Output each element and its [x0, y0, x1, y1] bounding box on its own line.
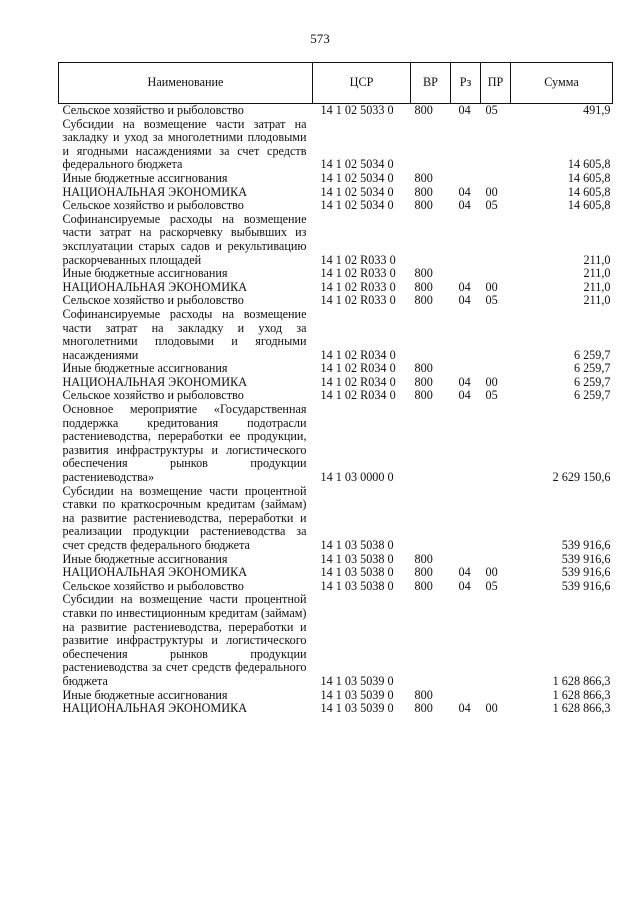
table-row [59, 267, 613, 281]
cell-vr: 800 [414, 361, 433, 376]
cell-csr: 14 1 02 R034 0 [320, 374, 396, 389]
cell-pr [481, 172, 511, 186]
cell-rz: 04 [458, 374, 471, 389]
cell-sum: 211,0 [583, 293, 611, 308]
cell-pr [481, 362, 511, 376]
cell-pr [481, 213, 511, 267]
cell-csr: 14 1 03 5038 0 [320, 538, 394, 552]
cell-sum: 211,0 [583, 279, 611, 294]
cell-rz [451, 593, 481, 688]
cell-name: Сельское хозяйство и рыболовство [62, 103, 244, 117]
cell-csr: 14 1 02 R034 0 [320, 388, 396, 403]
cell-pr [481, 593, 511, 688]
cell-csr: 14 1 02 R033 0 [320, 266, 396, 281]
cell-pr [481, 267, 511, 281]
table-row [59, 104, 613, 118]
cell-vr: 800 [414, 266, 433, 281]
cell-csr: 14 1 03 5039 0 [320, 701, 394, 716]
cell-vr: 800 [414, 293, 433, 308]
cell-name: НАЦИОНАЛЬНАЯ ЭКОНОМИКА [62, 565, 247, 580]
cell-rz: 04 [458, 578, 471, 593]
table-row [59, 566, 613, 580]
cell-sum: 211,0 [583, 266, 611, 281]
cell-sum: 1 628 866,3 [552, 687, 611, 702]
cell-pr: 00 [485, 279, 498, 294]
cell-csr: 14 1 02 R034 0 [320, 347, 396, 362]
cell-vr: 800 [414, 388, 433, 403]
cell-csr: 14 1 02 5034 0 [320, 198, 394, 213]
cell-rz [451, 485, 481, 553]
cell-pr: 00 [485, 565, 498, 580]
cell-csr: 14 1 02 R033 0 [320, 252, 396, 267]
cell-name: Иные бюджетные ассигнования [62, 361, 228, 376]
cell-rz: 04 [458, 103, 471, 117]
table-row [59, 118, 613, 172]
cell-name: Сельское хозяйство и рыболовство [62, 388, 244, 403]
cell-pr [481, 308, 511, 362]
page-number: 573 [310, 31, 330, 46]
cell-name: Иные бюджетные ассигнования [62, 266, 228, 281]
cell-sum: 6 259,7 [573, 347, 611, 362]
cell-pr: 05 [485, 388, 498, 403]
cell-sum: 1 628 866,3 [552, 673, 611, 688]
cell-vr [411, 118, 451, 172]
table-row [59, 362, 613, 376]
cell-csr: 14 1 02 R033 0 [320, 293, 396, 308]
cell-csr: 14 1 03 5039 0 [320, 687, 394, 702]
header-vr: ВР [411, 63, 451, 104]
cell-csr: 14 1 03 5039 0 [320, 673, 394, 688]
cell-vr [411, 213, 451, 267]
cell-rz: 04 [458, 701, 471, 716]
cell-name: НАЦИОНАЛЬНАЯ ЭКОНОМИКА [62, 279, 247, 294]
cell-vr: 800 [414, 279, 433, 294]
cell-pr: 00 [485, 184, 498, 199]
cell-name: Софинансируемые расходы на возмещение части затрат на раскорчевку выбывших из эксплуатации старых садов и рекультивацию раскорчеванных площадей [62, 211, 307, 267]
cell-vr: 800 [414, 687, 433, 702]
cell-sum: 6 259,7 [573, 374, 611, 389]
cell-pr [481, 485, 511, 553]
cell-csr: 14 1 03 0000 0 [320, 470, 394, 485]
cell-rz: 04 [458, 388, 471, 403]
table-row [59, 281, 613, 295]
cell-vr [411, 403, 451, 485]
cell-pr [481, 403, 511, 485]
cell-name: Иные бюджетные ассигнования [62, 687, 228, 702]
table-row [59, 186, 613, 200]
cell-sum: 491,9 [583, 103, 611, 117]
cell-sum: 6 259,7 [573, 388, 611, 403]
header-sum: Сумма [511, 63, 613, 104]
cell-rz [451, 118, 481, 172]
table-row [59, 485, 613, 553]
table-row [59, 213, 613, 267]
table-row [59, 593, 613, 688]
table-row [59, 376, 613, 390]
cell-pr [481, 553, 511, 567]
cell-name: Иные бюджетные ассигнования [62, 551, 228, 566]
budget-table [58, 62, 613, 716]
cell-vr: 800 [414, 170, 433, 185]
cell-rz [451, 553, 481, 567]
cell-csr: 14 1 02 5034 0 [320, 157, 394, 172]
cell-vr [411, 308, 451, 362]
cell-pr [481, 118, 511, 172]
header-pr: ПР [481, 63, 511, 104]
table-row [59, 580, 613, 594]
cell-csr: 14 1 03 5038 0 [320, 578, 394, 593]
cell-pr: 05 [485, 293, 498, 308]
cell-sum: 14 605,8 [567, 170, 611, 185]
cell-pr: 05 [485, 578, 498, 593]
cell-rz: 04 [458, 184, 471, 199]
cell-sum: 539 916,6 [561, 538, 611, 552]
cell-sum: 14 605,8 [567, 157, 611, 172]
cell-rz [451, 403, 481, 485]
cell-sum: 539 916,6 [561, 565, 611, 580]
table-body [59, 104, 613, 716]
table-row [59, 403, 613, 485]
cell-rz: 04 [458, 565, 471, 580]
cell-sum: 539 916,6 [561, 578, 611, 593]
cell-vr: 800 [414, 565, 433, 580]
cell-vr: 800 [414, 551, 433, 566]
cell-name: Субсидии на возмещение части затрат на закладку и уход за многолетними плодовыми и ягодными насаждениями за счет средств федерального бюджета [62, 116, 307, 172]
cell-pr: 00 [485, 701, 498, 716]
cell-sum: 211,0 [583, 252, 611, 267]
cell-vr: 800 [414, 578, 433, 593]
cell-rz [451, 213, 481, 267]
header-csr: ЦСР [313, 63, 411, 104]
cell-rz [451, 689, 481, 703]
cell-vr: 800 [414, 184, 433, 199]
header-name: Наименование [59, 63, 313, 104]
cell-rz: 04 [458, 293, 471, 308]
table-row [59, 199, 613, 213]
cell-name: Сельское хозяйство и рыболовство [62, 198, 244, 213]
cell-rz: 04 [458, 198, 471, 213]
table-header [59, 63, 613, 104]
cell-vr [411, 593, 451, 688]
cell-csr: 14 1 02 R034 0 [320, 361, 396, 376]
cell-sum: 539 916,6 [561, 551, 611, 566]
cell-sum: 6 259,7 [573, 361, 611, 376]
cell-csr: 14 1 03 5038 0 [320, 551, 394, 566]
cell-csr: 14 1 02 R033 0 [320, 279, 396, 294]
table-row [59, 308, 613, 362]
cell-pr [481, 689, 511, 703]
cell-name: Софинансируемые расходы на возмещение части затрат на закладку и уход за многолетними плодовыми и ягодными насаждениями [62, 306, 307, 362]
cell-name: НАЦИОНАЛЬНАЯ ЭКОНОМИКА [62, 701, 247, 716]
cell-sum: 14 605,8 [567, 198, 611, 213]
cell-csr: 14 1 02 5034 0 [320, 170, 394, 185]
cell-sum: 14 605,8 [567, 184, 611, 199]
cell-name: Субсидии на возмещение части процентной ставки по краткосрочным кредитам (займам) на развитие растениеводства, переработки и реализации продукции растениеводства за счет средств федерального бюджета [62, 483, 307, 552]
cell-rz [451, 172, 481, 186]
table-row [59, 294, 613, 308]
header-rz: Рз [451, 63, 481, 104]
table-row [59, 172, 613, 186]
cell-name: Иные бюджетные ассигнования [62, 170, 228, 185]
cell-rz [451, 308, 481, 362]
cell-name: Сельское хозяйство и рыболовство [62, 578, 244, 593]
header-row [59, 63, 613, 104]
cell-vr [411, 485, 451, 553]
table-row [59, 553, 613, 567]
cell-vr: 800 [414, 198, 433, 213]
table-row [59, 389, 613, 403]
table-row [59, 689, 613, 703]
cell-csr: 14 1 02 5033 0 [320, 103, 394, 117]
cell-name: Субсидии на возмещение части процентной ставки по инвестиционным кредитам (займам) на развитие растениеводства, переработки и развитие инфраструктуры и логистического обеспечения рынков продукции растениеводства за счет средств федерального бюджета [62, 592, 307, 688]
cell-csr: 14 1 03 5038 0 [320, 565, 394, 580]
table-row [59, 702, 613, 716]
cell-sum: 2 629 150,6 [552, 470, 611, 485]
cell-vr: 800 [414, 374, 433, 389]
cell-rz [451, 362, 481, 376]
cell-vr: 800 [414, 103, 433, 117]
cell-name: Основное мероприятие «Государственная поддержка кредитования подотрасли растениеводства, переработки ее продукции, развития инфраструктуры и логистического обеспечения рынков продукции растениеводства» [62, 402, 307, 485]
cell-pr: 05 [485, 103, 498, 117]
cell-name: Сельское хозяйство и рыболовство [62, 293, 244, 308]
cell-vr: 800 [414, 701, 433, 716]
cell-pr: 00 [485, 374, 498, 389]
cell-name: НАЦИОНАЛЬНАЯ ЭКОНОМИКА [62, 374, 247, 389]
cell-rz [451, 267, 481, 281]
cell-csr: 14 1 02 5034 0 [320, 184, 394, 199]
cell-name: НАЦИОНАЛЬНАЯ ЭКОНОМИКА [62, 184, 247, 199]
cell-sum: 1 628 866,3 [552, 701, 611, 716]
cell-pr: 05 [485, 198, 498, 213]
cell-rz: 04 [458, 279, 471, 294]
